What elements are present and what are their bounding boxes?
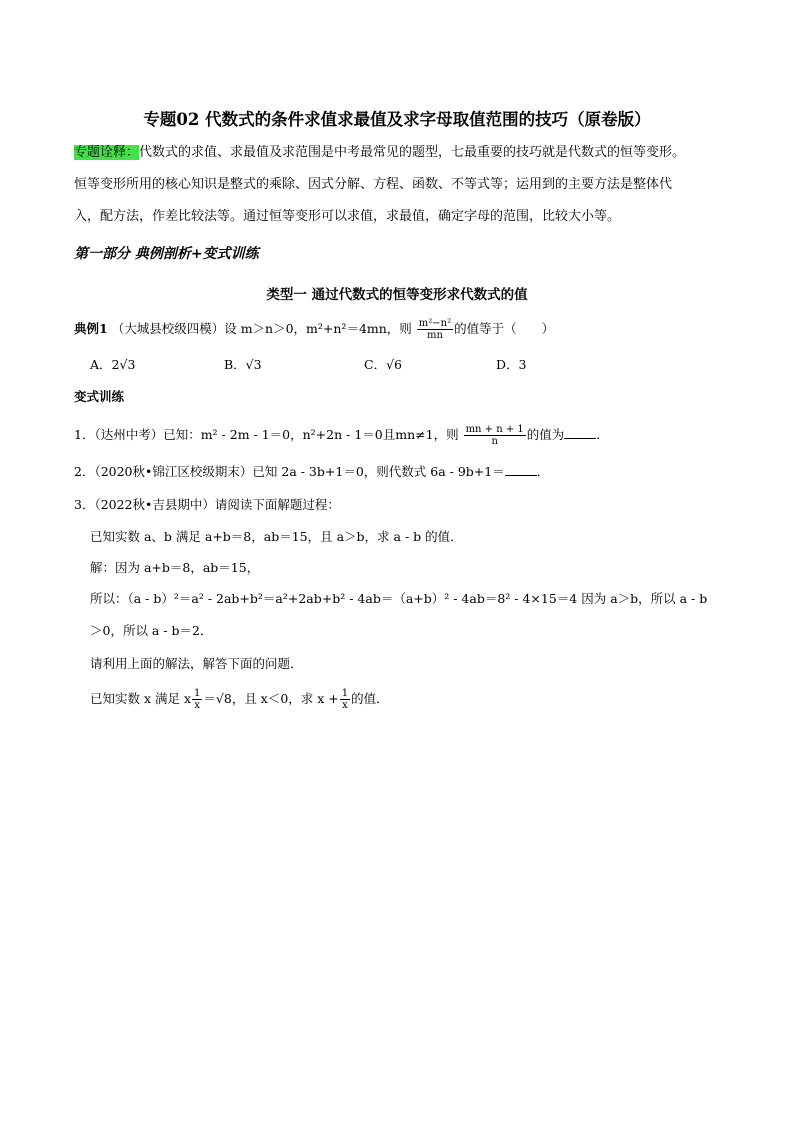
intro-line-3: 入，配方法，作差比较法等。通过恒等变形可以求值，求最值，确定字母的范围，比较大小等。 bbox=[74, 209, 621, 224]
example-1-tail: 的值等于（ ） bbox=[454, 321, 555, 336]
question-3-task-b: ＝√8，且 x＜0，求 x + bbox=[203, 691, 339, 706]
question-3-intro: 3．（2022秋•吉县期中）请阅读下面解题过程： bbox=[74, 497, 340, 512]
example-1 bbox=[74, 318, 554, 341]
question-1-tail: 的值为 bbox=[526, 427, 565, 442]
example-1-source: （大城县校级四模）设 bbox=[111, 321, 237, 336]
example-1-fraction bbox=[417, 318, 453, 341]
question-3-instruction: 请利用上面的解法，解答下面的问题． bbox=[90, 656, 303, 671]
one-over-x-fraction bbox=[340, 688, 350, 711]
intro-label: 专题诠释： bbox=[74, 145, 140, 160]
question-1: 1．（达州中考）已知：m² - 2m - 1＝0，n²+2n - 1＝0且mn≠1，则 $\frac{mn + n + 1}{n}$ 的值为 ． bbox=[74, 424, 609, 447]
option-c: C．√6 bbox=[364, 357, 402, 372]
fraction-numerator: 1 bbox=[341, 688, 349, 699]
one-over-x-fraction bbox=[192, 688, 202, 711]
variant-heading: 变式训练 bbox=[74, 389, 125, 404]
intro-text-1: 代数式的求值、求最值及求范围是中考最常见的题型，七最重要的技巧就是代数式的恒等变形。 bbox=[139, 145, 686, 160]
fraction-denominator: mn bbox=[426, 330, 443, 341]
question-3-task bbox=[90, 688, 389, 711]
option-d: D．3 bbox=[496, 357, 527, 372]
fraction-numerator: m²−n² bbox=[418, 318, 452, 329]
question-3-task-a: 已知实数 x 满足 x bbox=[90, 691, 192, 706]
fraction-denominator: x bbox=[342, 700, 348, 711]
fraction-numerator: mn + n + 1 bbox=[465, 424, 524, 435]
question-3-given: 已知实数 a、b 满足 a+b＝8，ab＝15，且 a＞b，求 a - b 的值． bbox=[90, 529, 463, 544]
type-heading: 类型一 通过代数式的恒等变形求代数式的值 bbox=[266, 287, 528, 303]
question-3-solution-2: 所以：（a - b）²＝a² - 2ab+b²＝a²+2ab+b² - 4ab＝（a+b）² - 4ab＝8² - 4×15＝4 因为 a＞b，所以 a - b bbox=[90, 591, 708, 606]
answer-blank bbox=[505, 463, 537, 476]
section-heading: 第一部分 典例剖析+变式训练 bbox=[74, 246, 259, 262]
answer-blank bbox=[564, 426, 596, 439]
fraction-numerator: 1 bbox=[194, 688, 201, 699]
question-1-lead: 1．（达州中考）已知：m² - 2m - 1＝0，n²+2n - 1＝0且mn≠1，则 bbox=[74, 427, 459, 442]
example-1-condition: m＞n＞0，m²+n²＝4mn，则 bbox=[240, 321, 412, 336]
question-2: 2．（2020秋•锦江区校级期末）已知 2a - 3b+1＝0，则代数式 6a - 9b+1＝ ． bbox=[74, 464, 550, 479]
option-a: A．2√3 bbox=[90, 357, 136, 372]
fraction-denominator: x bbox=[194, 700, 201, 711]
question-3-task-c: 的值． bbox=[351, 691, 389, 706]
option-b: B．√3 bbox=[224, 357, 262, 372]
intro-line-1 bbox=[74, 142, 685, 164]
intro-line-2: 恒等变形所用的核心知识是整式的乘除、因式分解、方程、函数、不等式等；运用到的主要方法是整体代 bbox=[74, 177, 673, 192]
question-2-text: 2．（2020秋•锦江区校级期末）已知 2a - 3b+1＝0，则代数式 6a - 9b+1＝ bbox=[74, 464, 505, 479]
example-1-label: 典例1 bbox=[74, 321, 108, 336]
question-1-fraction bbox=[464, 424, 526, 447]
page-title: 专题02 代数式的条件求值求最值及求字母取值范围的技巧（原卷版） bbox=[143, 110, 651, 129]
question-3-solution-3: ＞0，所以 a - b＝2． bbox=[90, 623, 213, 638]
fraction-denominator: n bbox=[491, 436, 498, 447]
question-3-solution-1: 解：因为 a+b＝8，ab＝15， bbox=[90, 560, 260, 575]
